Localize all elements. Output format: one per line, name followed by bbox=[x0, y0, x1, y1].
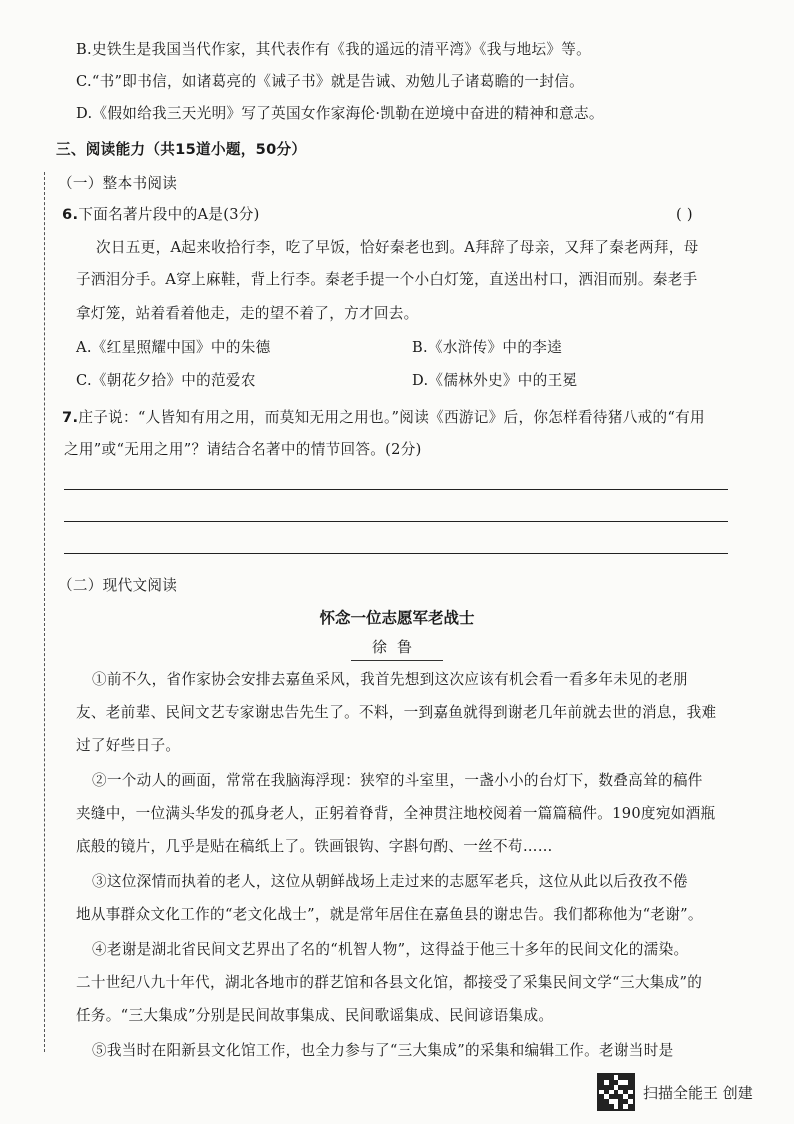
p2-line-3: 底般的镜片，几乎是贴在稿纸上了。铁画银钩、字斟句酌、一丝不苟…… bbox=[76, 838, 553, 855]
question-7-number: 7. bbox=[62, 409, 79, 426]
p3-line-1: ③这位深情而执着的老人，这位从朝鲜战场上走过来的志愿军老兵，这位从此以后孜孜不倦 bbox=[92, 873, 688, 890]
p3-line-2: 地从事群众文化工作的“老文化战士”，就是常年居住在嘉鱼县的谢忠告。我们都称他为“老谢”。 bbox=[76, 906, 703, 923]
p1-line-1: ①前不久，省作家协会安排去嘉鱼采风，我首先想到这次应该有机会看一看多年未见的老朋 bbox=[92, 671, 688, 688]
question-7-line-1 bbox=[62, 408, 705, 428]
question-6-text: 下面名著片段中的A是(3分) bbox=[78, 206, 260, 223]
p1-line-3: 过了好些日子。 bbox=[76, 737, 181, 754]
question-7-text-1: 庄子说：“人皆知有用之用，而莫知无用之用也。”阅读《西游记》后，你怎样看待猪八戒的“有用 bbox=[78, 409, 705, 426]
answer-line-2[interactable] bbox=[64, 521, 728, 522]
article-author-block bbox=[337, 636, 457, 661]
q6-passage-line-1: 次日五更，A起来收拾行李，吃了早饭，恰好秦老也到。A拜辞了母亲，又拜了秦老两拜，母 bbox=[96, 239, 699, 256]
scanner-label: 扫描全能王 创建 bbox=[643, 1083, 753, 1102]
article-author: 徐鲁 bbox=[371, 638, 422, 656]
p4-line-2: 二十世纪八九十年代，湖北各地市的群艺馆和各县文化馆，都接受了采集民间文学“三大集成”的 bbox=[76, 974, 703, 991]
part2-heading: （二）现代文阅读 bbox=[58, 577, 178, 594]
option-b-text: B.史铁生是我国当代作家，其代表作有《我的遥远的清平湾》《我与地坛》等。 bbox=[76, 41, 592, 58]
q6-passage-line-3: 拿灯笼，站着看着他走，走的望不着了，方才回去。 bbox=[76, 305, 419, 322]
option-c-text: C.“书”即书信，如诸葛亮的《诫子书》就是告诫、劝勉儿子诸葛瞻的一封信。 bbox=[76, 73, 585, 90]
question-6-prompt bbox=[62, 205, 260, 225]
article-title: 怀念一位志愿军老战士 bbox=[319, 609, 475, 627]
p2-line-2: 夹缝中，一位满头华发的孤身老人，正躬着脊背，全神贯注地校阅着一篇篇稿件。190度宛如酒瓶 bbox=[76, 805, 716, 822]
p4-line-1: ④老谢是湖北省民间文艺界出了名的“机智人物”，这得益于他三十多年的民间文化的濡染。 bbox=[92, 941, 689, 958]
q6-option-b: B.《水浒传》中的李逵 bbox=[412, 339, 563, 356]
p2-line-1: ②一个动人的画面，常常在我脑海浮现：狭窄的斗室里，一盏小小的台灯下，数叠高耸的稿件 bbox=[92, 772, 703, 789]
question-7-line-2: 之用”或“无用之用”？请结合名著中的情节回答。(2分) bbox=[64, 441, 422, 458]
scanner-watermark bbox=[597, 1072, 777, 1112]
q6-option-c: C.《朝花夕拾》中的范爱农 bbox=[76, 372, 256, 389]
author-underline bbox=[351, 660, 443, 661]
q6-passage-line-2: 子洒泪分手。A穿上麻鞋，背上行李。秦老手提一个小白灯笼，直送出村口，洒泪而别。秦老手 bbox=[76, 271, 698, 288]
section3-heading: 三、阅读能力（共15道小题，50分） bbox=[56, 141, 307, 158]
p5-line-1: ⑤我当时在阳新县文化馆工作，也全力参与了“三大集成”的采集和编辑工作。老谢当时是 bbox=[92, 1042, 674, 1059]
answer-bracket: ( ) bbox=[676, 206, 693, 223]
q6-option-d: D.《儒林外史》中的王冕 bbox=[412, 372, 578, 389]
p1-line-2: 友、老前辈、民间文艺专家谢忠告先生了。不料，一到嘉鱼就得到谢老几年前就去世的消息，我难 bbox=[76, 704, 717, 721]
option-d-text: D.《假如给我三天光明》写了英国女作家海伦·凯勒在逆境中奋进的精神和意志。 bbox=[76, 105, 604, 122]
q6-option-a: A.《红星照耀中国》中的朱德 bbox=[76, 339, 271, 356]
question-6-number: 6. bbox=[62, 206, 79, 223]
part1-heading: （一）整本书阅读 bbox=[58, 175, 178, 192]
qr-code-icon bbox=[597, 1073, 635, 1111]
answer-line-1[interactable] bbox=[64, 489, 728, 490]
p4-line-3: 任务。“三大集成”分别是民间故事集成、民间歌谣集成、民间谚语集成。 bbox=[76, 1007, 554, 1024]
answer-line-3[interactable] bbox=[64, 553, 728, 554]
